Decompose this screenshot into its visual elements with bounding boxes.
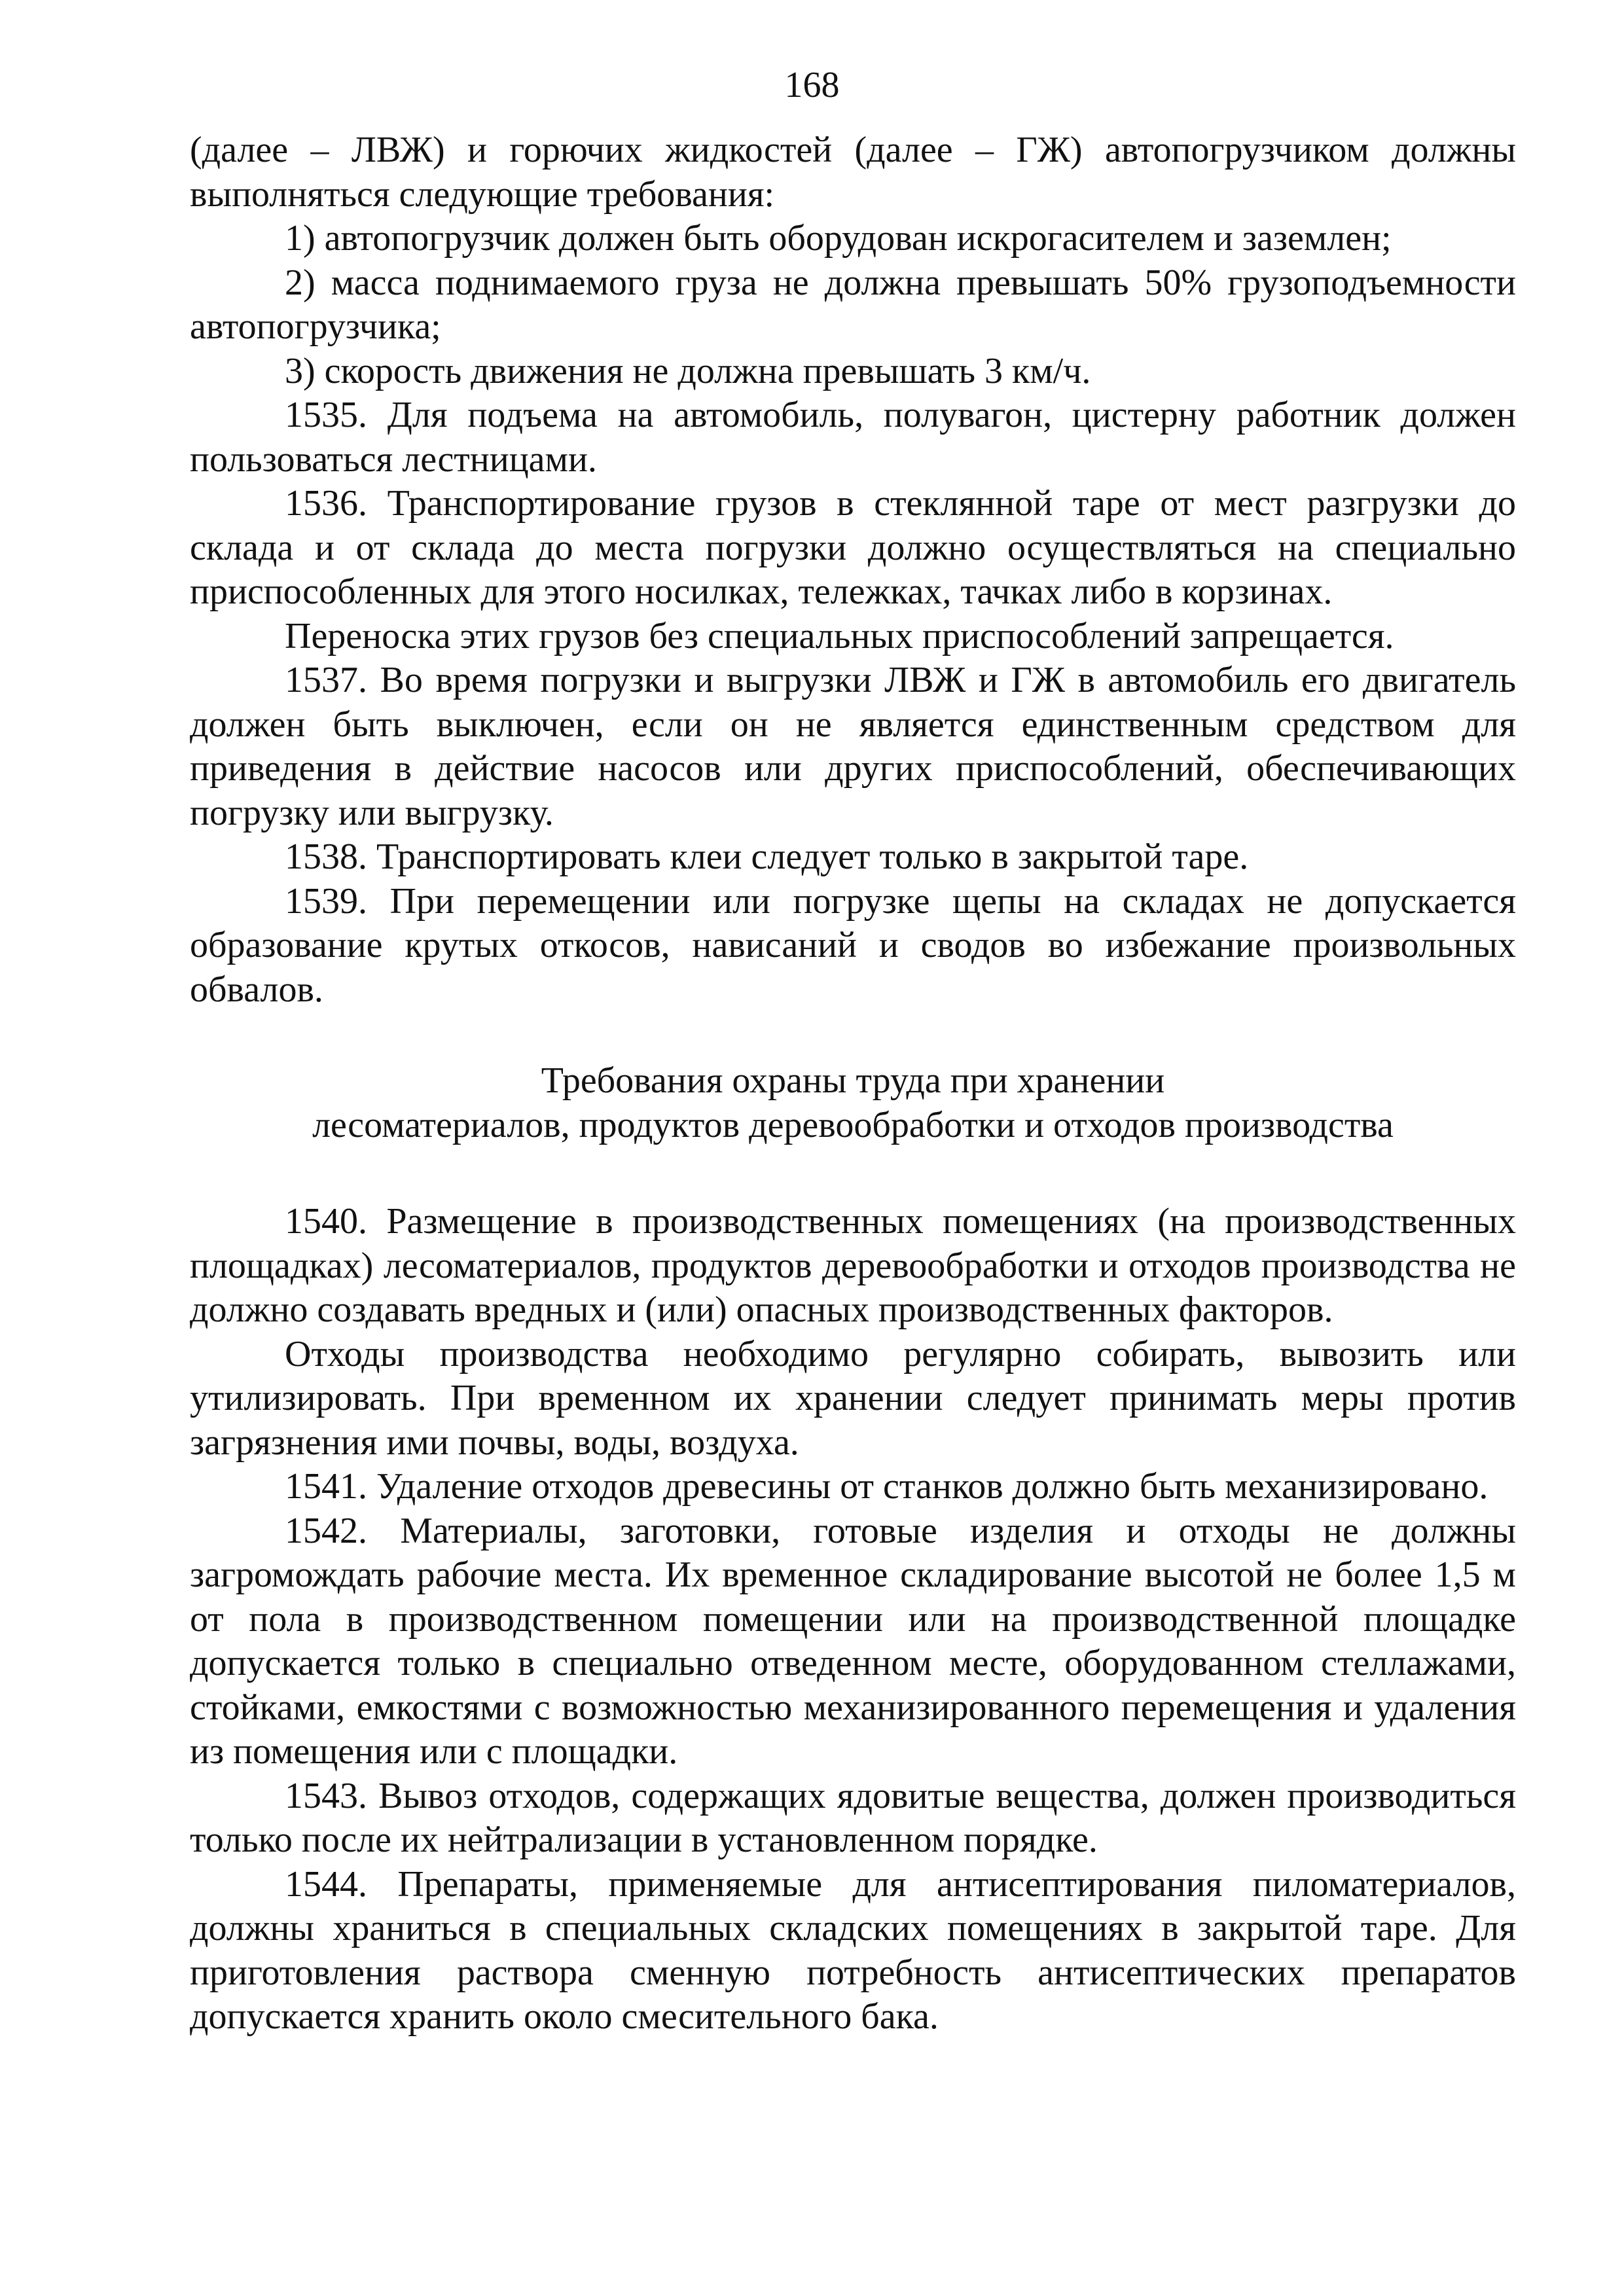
clause-1535: 1535. Для подъема на автомобиль, полувагон, цистерну работник должен пользоваться лестницами. <box>190 395 1516 480</box>
section-heading-line-2: лесоматериалов, продуктов деревообработки и отходов производства <box>312 1104 1394 1145</box>
section-heading <box>190 1059 1516 1147</box>
clause-1538: 1538. Транспортировать клеи следует только в закрытой таре. <box>285 836 1249 877</box>
paragraph-continuation: (далее – ЛВЖ) и горючих жидкостей (далее – ГЖ) автопогрузчиком должны выполняться следующие требования: <box>190 130 1516 215</box>
clause-1541: 1541. Удаление отходов древесины от станков должно быть механизировано. <box>285 1466 1489 1507</box>
document-body <box>190 128 1516 2039</box>
clause-1540: 1540. Размещение в производственных помещениях (на производственных площадках) лесоматериалов, продуктов деревообработки и отходов производства не должно создавать вредных и (или) опасных производственных факторов. <box>190 1201 1516 1330</box>
page-number: 168 <box>784 65 840 105</box>
clause-1542: 1542. Материалы, заготовки, готовые изделия и отходы не должны загромождать рабочие места. Их временное складирование высотой не более 1,5 м от пола в производственном помещении или на производственной площадке допускается только в специально отведенном месте, оборудованном стеллажами, стойками, емкостями с возможностью механизированного перемещения и удаления из помещения или с площадки. <box>190 1510 1516 1772</box>
clause-1537: 1537. Во время погрузки и выгрузки ЛВЖ и ГЖ в автомобиль его двигатель должен быть выключен, если он не является единственным средством для приведения в действие насосов или других приспособлений, обеспечивающих погрузку или выгрузку. <box>190 660 1516 833</box>
clause-1540-note: Отходы производства необходимо регулярно собирать, вывозить или утилизировать. При временном их хранении следует принимать меры против загрязнения ими почвы, воды, воздуха. <box>190 1333 1516 1463</box>
clause-1543: 1543. Вывоз отходов, содержащих ядовитые вещества, должен производиться только после их нейтрализации в установленном порядке. <box>190 1775 1516 1860</box>
requirement-item-2: 2) масса поднимаемого груза не должна превышать 50% грузоподъемности автопогрузчика; <box>190 262 1516 347</box>
requirement-item-3: 3) скорость движения не должна превышать 3 км/ч. <box>285 350 1091 391</box>
clause-1539: 1539. При перемещении или погрузке щепы на складах не допускается образование крутых откосов, нависаний и сводов во избежание произвольных обвалов. <box>190 880 1516 1010</box>
clause-1536: 1536. Транспортирование грузов в стеклянной таре от мест разгрузки до склада и от склада до места погрузки должно осуществляться на специально приспособленных для этого носилках, тележках, тачках либо в корзинах. <box>190 483 1516 612</box>
clause-1544: 1544. Препараты, применяемые для антисептирования пиломатериалов, должны храниться в специальных складских помещениях в закрытой таре. Для приготовления раствора сменную потребность антисептических препаратов допускается хранить около смесительного бака. <box>190 1863 1516 2037</box>
requirement-item-1: 1) автопогрузчик должен быть оборудован искрогасителем и заземлен; <box>285 218 1392 259</box>
clause-1536-note: Переноска этих грузов без специальных приспособлений запрещается. <box>285 615 1394 656</box>
section-heading-line-1: Требования охраны труда при хранении <box>541 1060 1165 1101</box>
